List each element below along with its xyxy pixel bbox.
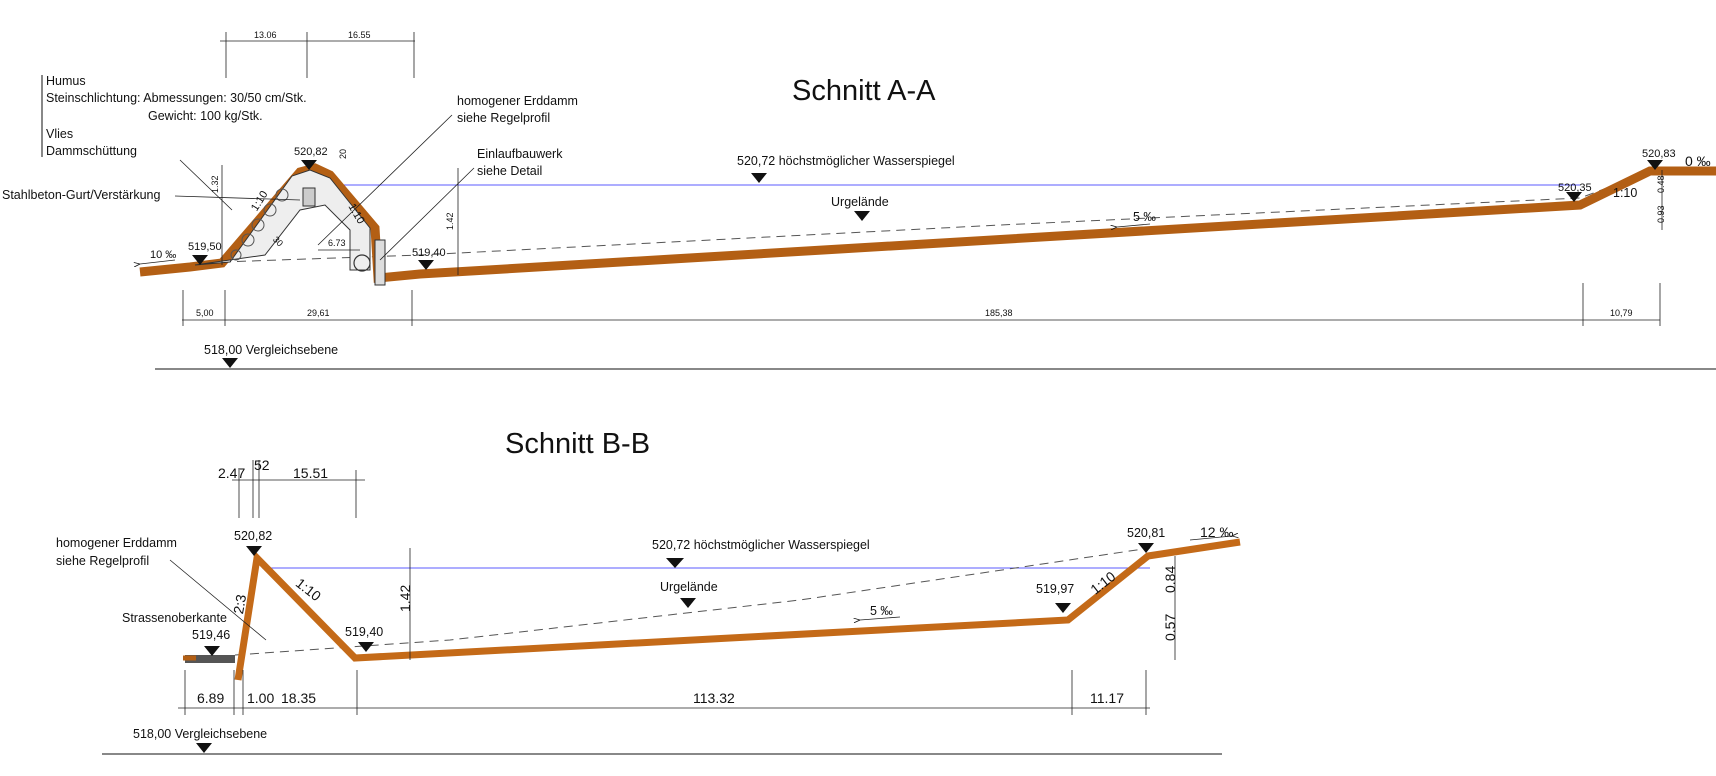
section-b-slope-right: 12 ‰ [1200, 524, 1234, 540]
section-a-slope-main: 5 ‰ [1133, 210, 1156, 224]
section-b-dim-bottom-4: 113.32 [693, 690, 735, 706]
section-a-dim-142: 1.42 [445, 212, 455, 230]
section-a-water-label: 520,72 höchstmöglicher Wasserspiegel [737, 154, 955, 168]
section-a-right-top-elev: 520,83 [1642, 148, 1676, 160]
section-a-dim-bottom-4: 10,79 [1610, 308, 1633, 318]
section-a-layer-damm: Dammschüttung [46, 144, 138, 158]
section-a-slope-ratio-1: 1:10 [248, 188, 271, 214]
section-a-crest-elev: 520,82 [294, 146, 328, 158]
inlet-structure [375, 240, 385, 285]
section-a-reference-marker [222, 358, 238, 368]
section-a-layer-humus: Humus [46, 74, 86, 88]
section-a-stahlbeton-label: Stahlbeton-Gurt/Verstärkung [2, 188, 161, 202]
section-b-dim-142: 1.42 [397, 584, 413, 612]
section-a-legend-leader [180, 160, 232, 210]
section-a-slope-left: 10 ‰ [150, 249, 177, 261]
section-a-terrain-marker [854, 211, 870, 221]
section-b-right-top-marker [1138, 543, 1154, 553]
section-a-dim-048: 0.48 [1656, 175, 1666, 193]
section-b-dim-084: 0.84 [1162, 565, 1178, 593]
stahlbeton-block [303, 188, 315, 206]
section-a-dim-top-1: 13.06 [254, 30, 277, 40]
section-a-dam-label-2: siehe Regelprofil [457, 111, 551, 125]
section-a-layer-vlies: Vlies [46, 127, 74, 141]
section-a-dam-label-1: homogener Erddamm [457, 94, 578, 108]
section-a-bottom-marker [418, 260, 434, 270]
section-a-dim-top-2: 16.55 [348, 30, 371, 40]
section-a-einlauf-label-1: Einlaufbauwerk [477, 147, 563, 161]
section-a-layer-gewicht: Gewicht: 100 kg/Stk. [148, 109, 263, 123]
section-b-slope-ratio-outer: 2:3 [230, 593, 250, 616]
section-b-dim-bottom-1: 6.89 [197, 690, 225, 706]
section-b-water-label: 520,72 höchstmöglicher Wasserspiegel [652, 538, 870, 552]
section-b-slope-ratio-right: 1:10 [1087, 568, 1119, 598]
section-b [56, 428, 1240, 754]
section-b-bottom-marker [358, 642, 374, 652]
section-a-water-marker [751, 173, 767, 183]
section-a-right-toe-elev: 520,35 [1558, 182, 1592, 194]
section-a-left-elev: 519,50 [188, 241, 222, 253]
section-a-dim-673: 6.73 [328, 238, 346, 248]
section-b-dim-top-2: 52 [254, 457, 270, 473]
section-b-dam-label-1: homogener Erddamm [56, 536, 177, 550]
section-a-dim-093: 0.93 [1656, 205, 1666, 223]
section-a-terrain-label: Urgelände [831, 195, 889, 209]
section-b-slope-ratio-inner: 1:10 [292, 574, 325, 605]
section-a-bottom-elev: 519,40 [412, 247, 446, 259]
section-a-slope-right: 0 ‰ [1685, 153, 1711, 169]
section-b-dim-057: 0.57 [1162, 613, 1178, 641]
section-a-einlauf-label-2: siehe Detail [477, 164, 543, 178]
section-b-crest-elev: 520,82 [234, 529, 273, 543]
section-b-road-elev: 519,46 [192, 628, 231, 642]
section-b-dim-bottom-5: 11.17 [1090, 690, 1124, 706]
section-a-reference-label: 518,00 Vergleichsebene [204, 343, 339, 357]
section-a-slope-ratio-3: 1:10 [1613, 186, 1638, 200]
section-b-water-marker [666, 558, 684, 568]
section-b-title: Schnitt B-B [505, 428, 651, 460]
section-a-title: Schnitt A-A [792, 75, 936, 107]
section-b-slope-main: 5 ‰ [870, 604, 893, 618]
section-b-right-toe-marker [1055, 603, 1071, 613]
section-a-dim-132: 1.32 [210, 175, 220, 193]
section-b-dim-bottom-3: 18.35 [281, 690, 317, 706]
section-a [2, 30, 1716, 369]
section-b-terrain-label: Urgelände [660, 580, 718, 594]
section-a-dim-20: 20 [338, 148, 348, 159]
section-b-dim-bottom-2: 1.00 [247, 690, 275, 706]
section-b-terrain-marker [680, 598, 696, 608]
section-b-dim-top-3: 15.51 [293, 465, 329, 481]
section-b-dim-top-1: 2.47 [218, 465, 246, 481]
section-b-reference-label: 518,00 Vergleichsebene [133, 727, 268, 741]
section-b-road-marker [204, 646, 220, 656]
section-a-slope-ratio-2: 1:10 [345, 201, 367, 227]
section-a-dim-bottom-3: 185,38 [985, 308, 1013, 318]
section-b-crest-marker [246, 546, 262, 556]
section-a-layer-stein: Steinschlichtung: Abmessungen: 30/50 cm/Stk. [46, 91, 307, 105]
section-b-road-label: Strassenoberkante [122, 611, 227, 625]
section-b-ground-profile [238, 542, 1240, 680]
section-a-dim-bottom-2: 29,61 [307, 308, 330, 318]
section-b-reference-marker [196, 743, 212, 753]
section-a-dim-bottom-1: 5,00 [196, 308, 214, 318]
section-b-right-top-elev: 520,81 [1127, 526, 1166, 540]
section-b-bottom-elev: 519,40 [345, 625, 384, 639]
section-b-right-toe-elev: 519,97 [1036, 582, 1075, 596]
section-b-dam-label-2: siehe Regelprofil [56, 554, 150, 568]
section-a-dim-30: 30 [270, 234, 286, 249]
